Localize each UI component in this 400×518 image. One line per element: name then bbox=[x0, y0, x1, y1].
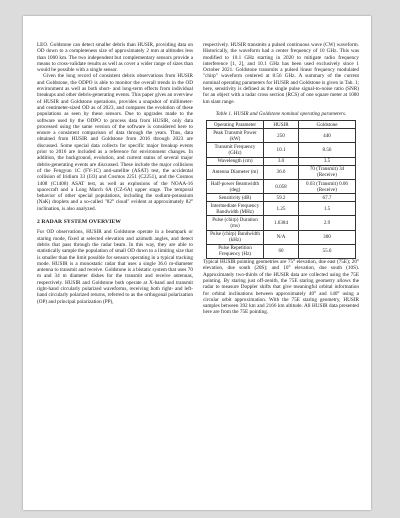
table-row bbox=[207, 129, 356, 143]
husir-value-cell: 36.6 bbox=[264, 165, 299, 179]
table-header-cell: Operating Parameter bbox=[207, 120, 264, 128]
paragraph: Given the long record of consistent debris observations from HUSIR and Goldstone, the ODPO is able to monitor the overall trends in the OD environment as well as both short- and long-term effects from individual breakups and other debris-generating events. This paper gives an overview of HUSIR and Goldstone operations, provides a snapshot of millimeter- and centimeter-sized OD as of 2023, and compares the evolution of these populations as seen by these sensors. Due to upgrades made to the software used by the ODPO to process data from HUSIR, only data processed using the same version of the software is considered here to ensure a consistent comparison of data through the years. Thus, data obtained from HUSIR and Goldstone from 2016 through 2023 are discussed. Some special data collects for specific major breakup events prior to 2016 are included as a reference for environment changes. In addition, the background, evolution, and current status of several major debris-generating events are discussed. These include the major collisions of the Fengyun 1C (FY-1C) anti-satellite (ASAT) test, the accidental collision of Iridium 33 (I33) and Cosmos 2251 (C2251), and the Cosmos 1408 (C1408) ASAT test, as well as explosions of the NOAA-16 spacecraft and a Long March 6A (CZ-6A) upper stage. The temporal behavior of other special populations, including the sodium-potassium (NaK) droplets and a so-called "82° cloud" evident at approximately 82° inclination, is also analyzed. bbox=[37, 73, 193, 212]
parameter-name-cell: Intermediate Frequency Bandwidth (MHz) bbox=[207, 202, 264, 216]
parameter-name-cell: Wavelength (cm) bbox=[207, 157, 264, 165]
goldstone-value-cell: 55.6 bbox=[299, 244, 356, 258]
table-header-row bbox=[207, 120, 356, 128]
goldstone-value-cell: 70 (Transmit) 34 (Receive) bbox=[299, 165, 356, 179]
table-row bbox=[207, 202, 356, 216]
husir-value-cell: 1.25 bbox=[264, 202, 299, 216]
goldstone-value-cell: 0.03 (Transmit) 0.06 (Receive) bbox=[299, 179, 356, 193]
paragraph: For OD observations, HUSIR and Goldstone operate in a beampark or staring mode, fixed at selected elevation and azimuth angles, and detect debris that pass through the radar beam. In this way, they are able to statistically sample the population of small OD down to a limiting size that is smaller than the limit possible for sensors operating in a typical tracking mode. HUSIR is a monostatic radar that uses a single 36.6 m-diameter antenna to transmit and receive. Goldstone is a bistatic system that uses 70 m and 34 m diameter dishes for the transmit and receive antennas, respectively. HUSIR and Goldstone both operate at X-band and transmit right-hand circularly polarized waveforms, receiving both right- and left-hand circularly polarized returns, referred to as the orthogonal polarization (OP) and principal polarization (PP), bbox=[37, 229, 193, 305]
paragraph: respectively. HUSIR transmits a pulsed continuous wave (CW) waveform. Historically, the waveform had a center frequency of 10 GHz. This was modified to 10.1 GHz starting in 2020 to mitigate radio frequency interference [1, 2], and 10.1 GHz has been used exclusively since 1 October 2021. Goldstone transmits a pulsed linear frequency modulated "chirp" waveform centered at 8.56 GHz. A summary of the current nominal operating parameters for HUSIR and Goldstone is given in Tab. 1; here, sensitivity is defined as the single pulse signal-to-noise ratio (SNR) for an object with a radar cross section (RCS) of one square meter at 1000 km slant range. bbox=[203, 42, 359, 105]
table-row bbox=[207, 157, 356, 165]
table-row bbox=[207, 143, 356, 157]
parameter-name-cell: Transmit Frequency (GHz) bbox=[207, 143, 264, 157]
husir-value-cell: 10.1 bbox=[264, 143, 299, 157]
goldstone-value-cell: 2.9 bbox=[299, 216, 356, 230]
goldstone-value-cell: 300 bbox=[299, 230, 356, 244]
parameter-name-cell: Peak Transmit Power (kW) bbox=[207, 129, 264, 143]
husir-value-cell: 250 bbox=[264, 129, 299, 143]
table-row bbox=[207, 165, 356, 179]
paragraph: LEO. Goldstone can detect smaller debris than HUSIR, providing data on OD down to a completeness size of approximately 2 mm at altitudes less than 1000 km. The two independent but complementary sensors provide a means to cross-validate results as well as cover a wider range of sizes than would be possible with a single sensor. bbox=[37, 42, 193, 74]
parameter-name-cell: Pulse (chirp) Bandwidth (kHz) bbox=[207, 230, 264, 244]
parameter-name-cell: Half-power Beamwidth (deg) bbox=[207, 179, 264, 193]
section-heading: 2 RADAR SYSTEM OVERVIEW bbox=[37, 219, 121, 226]
husir-value-cell: 3.0 bbox=[264, 157, 299, 165]
goldstone-value-cell: 67.7 bbox=[299, 194, 356, 202]
husir-value-cell: 59.2 bbox=[264, 194, 299, 202]
table-caption: Table 1. HUSIR and Goldstone nominal operating parameters. bbox=[215, 110, 347, 117]
table-row bbox=[207, 179, 356, 193]
husir-value-cell: N/A bbox=[264, 230, 299, 244]
paper-page bbox=[23, 16, 371, 510]
husir-value-cell: 60 bbox=[264, 244, 299, 258]
parameter-name-cell: Sensitivity (dB) bbox=[207, 194, 264, 202]
husir-value-cell: 0.058 bbox=[264, 179, 299, 193]
goldstone-value-cell: 1.5 bbox=[299, 202, 356, 216]
goldstone-value-cell: 3.5 bbox=[299, 157, 356, 165]
right-column bbox=[203, 42, 359, 316]
parameter-name-cell: Pulse (chirp) Duration (ms) bbox=[207, 216, 264, 230]
parameter-name-cell: Antenna Diameter (m) bbox=[207, 165, 264, 179]
table-row bbox=[207, 216, 356, 230]
goldstone-value-cell: 440 bbox=[299, 129, 356, 143]
goldstone-value-cell: 8.56 bbox=[299, 143, 356, 157]
parameters-table bbox=[206, 120, 356, 259]
left-column bbox=[37, 42, 193, 305]
parameter-name-cell: Pulse Repetition Frequency (Hz) bbox=[207, 244, 264, 258]
table-header-cell: Goldstone bbox=[299, 120, 356, 128]
husir-value-cell: 1.6384 bbox=[264, 216, 299, 230]
table-row bbox=[207, 244, 356, 258]
paragraph: Typical HUSIR pointing geometries are 75° elevation, due east (75E); 20° elevation, due south (20S); and 10° elevation, due south (10S). Approximately two-thirds of the HUSIR data are collected using the 75E pointing. By staring just off-zenith, the 75E staring geometry allows the radar to measure Doppler shifts that give meaningful orbital information for orbital inclinations between approximately 40° and 140° using a circular orbit approximation. With the 75E staring geometry, HUSIR samples between 392 km and 2166 km altitude. All HUSIR data presented here are from the 75E pointing. bbox=[203, 259, 359, 316]
table-row bbox=[207, 230, 356, 244]
table-row bbox=[207, 194, 356, 202]
table-header-cell: HUSIR bbox=[264, 120, 299, 128]
